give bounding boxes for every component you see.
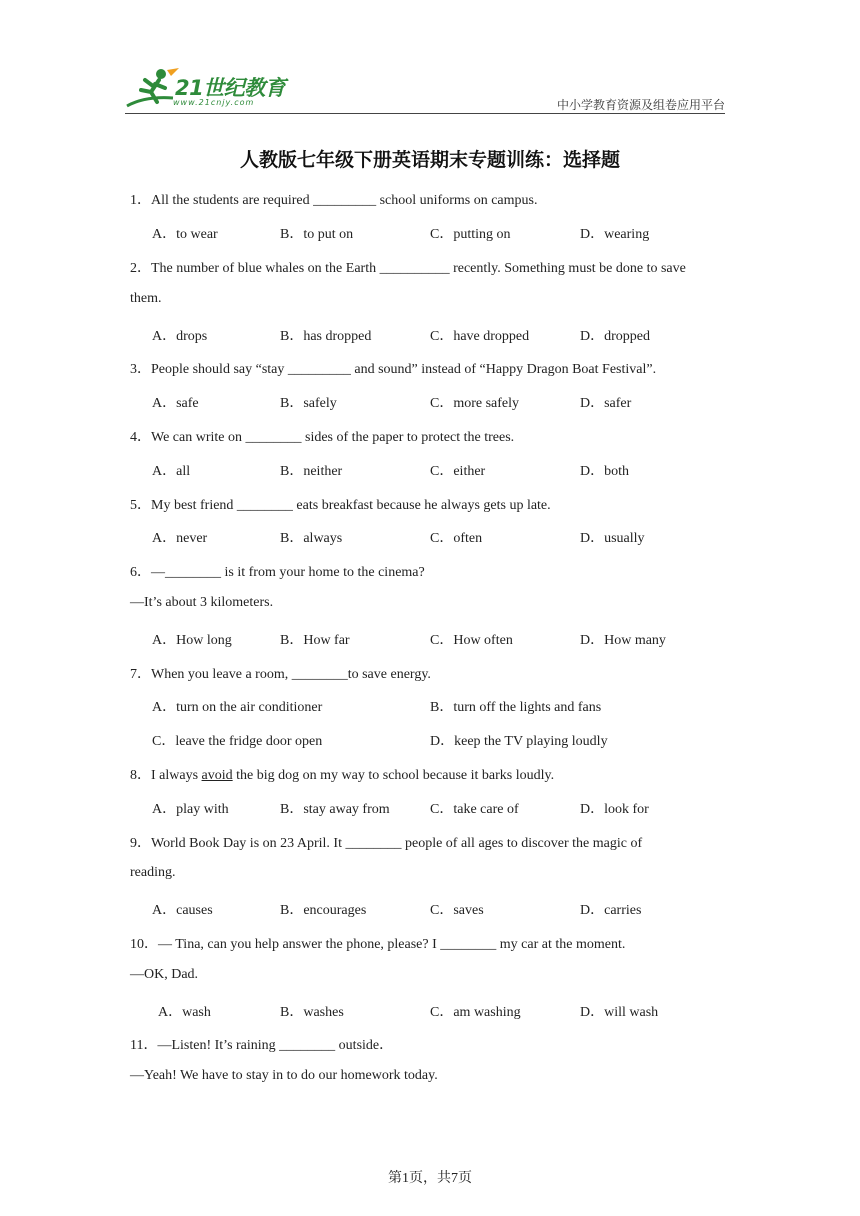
page-header — [125, 66, 725, 114]
question-3-stem: 3．People should say “stay _________ and sound” instead of “Happy Dragon Boat Festival”. — [130, 362, 657, 377]
question-7-stem: 7．When you leave a room, ________to save energy. — [130, 667, 431, 682]
question-8-option-b: B．stay away from — [280, 802, 390, 817]
question-1-option-c: C．putting on — [430, 227, 511, 242]
question-8-underlined-word: avoid — [201, 768, 233, 783]
question-4-stem: 4．We can write on ________ sides of the paper to protect the trees. — [130, 430, 515, 445]
question-10-option-b: B．washes — [280, 1005, 344, 1020]
question-5-option-c: C．often — [430, 531, 483, 546]
question-6-option-b: B．How far — [280, 633, 350, 648]
question-7-option-c: C．leave the fridge door open — [152, 734, 323, 749]
question-1-option-b: B．to put on — [280, 227, 354, 242]
question-4-option-a: A．all — [152, 464, 191, 479]
question-3-option-c: C．more safely — [430, 396, 520, 411]
question-8-option-d: D．look for — [580, 802, 649, 817]
question-5-option-d: D．usually — [580, 531, 645, 546]
question-9-option-c: C．saves — [430, 903, 484, 918]
question-6-option-c: C．How often — [430, 633, 513, 648]
question-5-option-a: A．never — [152, 531, 208, 546]
logo-url: www.21cnjy.com — [173, 98, 255, 107]
question-7-option-d: D．keep the TV playing loudly — [430, 734, 608, 749]
site-logo — [125, 66, 295, 112]
question-10-stem: 10．— Tina, can you help answer the phone, please? I ________ my car at the moment. — [130, 937, 626, 952]
question-10-option-d: D．will wash — [580, 1005, 659, 1020]
page-number-footer: 第1页，共7页 — [388, 1171, 472, 1186]
question-1-option-d: D．wearing — [580, 227, 650, 242]
question-9-option-b: B．encourages — [280, 903, 367, 918]
question-9-stem: 9．World Book Day is on 23 April. It ________ people of all ages to discover the magic of — [130, 836, 643, 851]
question-2-option-d: D．dropped — [580, 329, 650, 344]
question-3-option-a: A．safe — [152, 396, 199, 411]
question-2-stem: 2．The number of blue whales on the Earth __________ recently. Something must be done to save — [130, 261, 686, 276]
question-3-option-d: D．safer — [580, 396, 632, 411]
question-6-option-d: D．How many — [580, 633, 666, 648]
question-5-option-b: B．always — [280, 531, 343, 546]
header-divider — [125, 113, 725, 114]
question-8-stem-start: 8．I always — [130, 768, 202, 783]
question-4-option-b: B．neither — [280, 464, 343, 479]
question-6-stem: 6．—________ is it from your home to the cinema? — [130, 565, 425, 580]
question-4-option-d: D．both — [580, 464, 629, 479]
question-7-option-a: A．turn on the air conditioner — [152, 700, 323, 715]
question-2-stem-cont: them. — [130, 291, 162, 306]
question-8-stem — [130, 764, 554, 784]
question-3-option-b: B．safely — [280, 396, 337, 411]
header-tagline: 中小学教育资源及组卷应用平台 — [556, 98, 725, 112]
question-10-answer-line: —OK, Dad. — [130, 967, 199, 982]
question-6-option-a: A．How long — [152, 633, 232, 648]
question-2-option-b: B．has dropped — [280, 329, 372, 344]
page-title: 人教版七年级下册英语期末专题训练：选择题 — [239, 149, 620, 171]
question-8-option-a: A．play with — [152, 802, 229, 817]
question-5-stem: 5．My best friend ________ eats breakfast because he always gets up late. — [130, 498, 551, 513]
question-2-option-a: A．drops — [152, 329, 208, 344]
question-9-stem-cont: reading. — [130, 865, 176, 880]
question-8-option-c: C．take care of — [430, 802, 519, 817]
question-11-stem: 11．—Listen! It’s raining ________ outside． — [130, 1038, 394, 1053]
question-10-option-a: A．wash — [158, 1005, 211, 1020]
question-2-option-c: C．have dropped — [430, 329, 530, 344]
question-10-option-c: C．am washing — [430, 1005, 521, 1020]
question-1-option-a: A．to wear — [152, 227, 218, 242]
question-9-option-d: D．carries — [580, 903, 642, 918]
question-11-answer-line: —Yeah! We have to stay in to do our homework today. — [130, 1068, 438, 1083]
question-7-option-b: B．turn off the lights and fans — [430, 700, 602, 715]
question-1-stem: 1．All the students are required _________ school uniforms on campus. — [130, 193, 538, 208]
logo-text: 21世纪教育 — [175, 76, 286, 100]
question-6-answer-line: —It’s about 3 kilometers. — [130, 595, 274, 610]
question-8-stem-end: the big dog on my way to school because it barks loudly. — [232, 768, 555, 783]
question-4-option-c: C．either — [430, 464, 486, 479]
question-9-option-a: A．causes — [152, 903, 213, 918]
